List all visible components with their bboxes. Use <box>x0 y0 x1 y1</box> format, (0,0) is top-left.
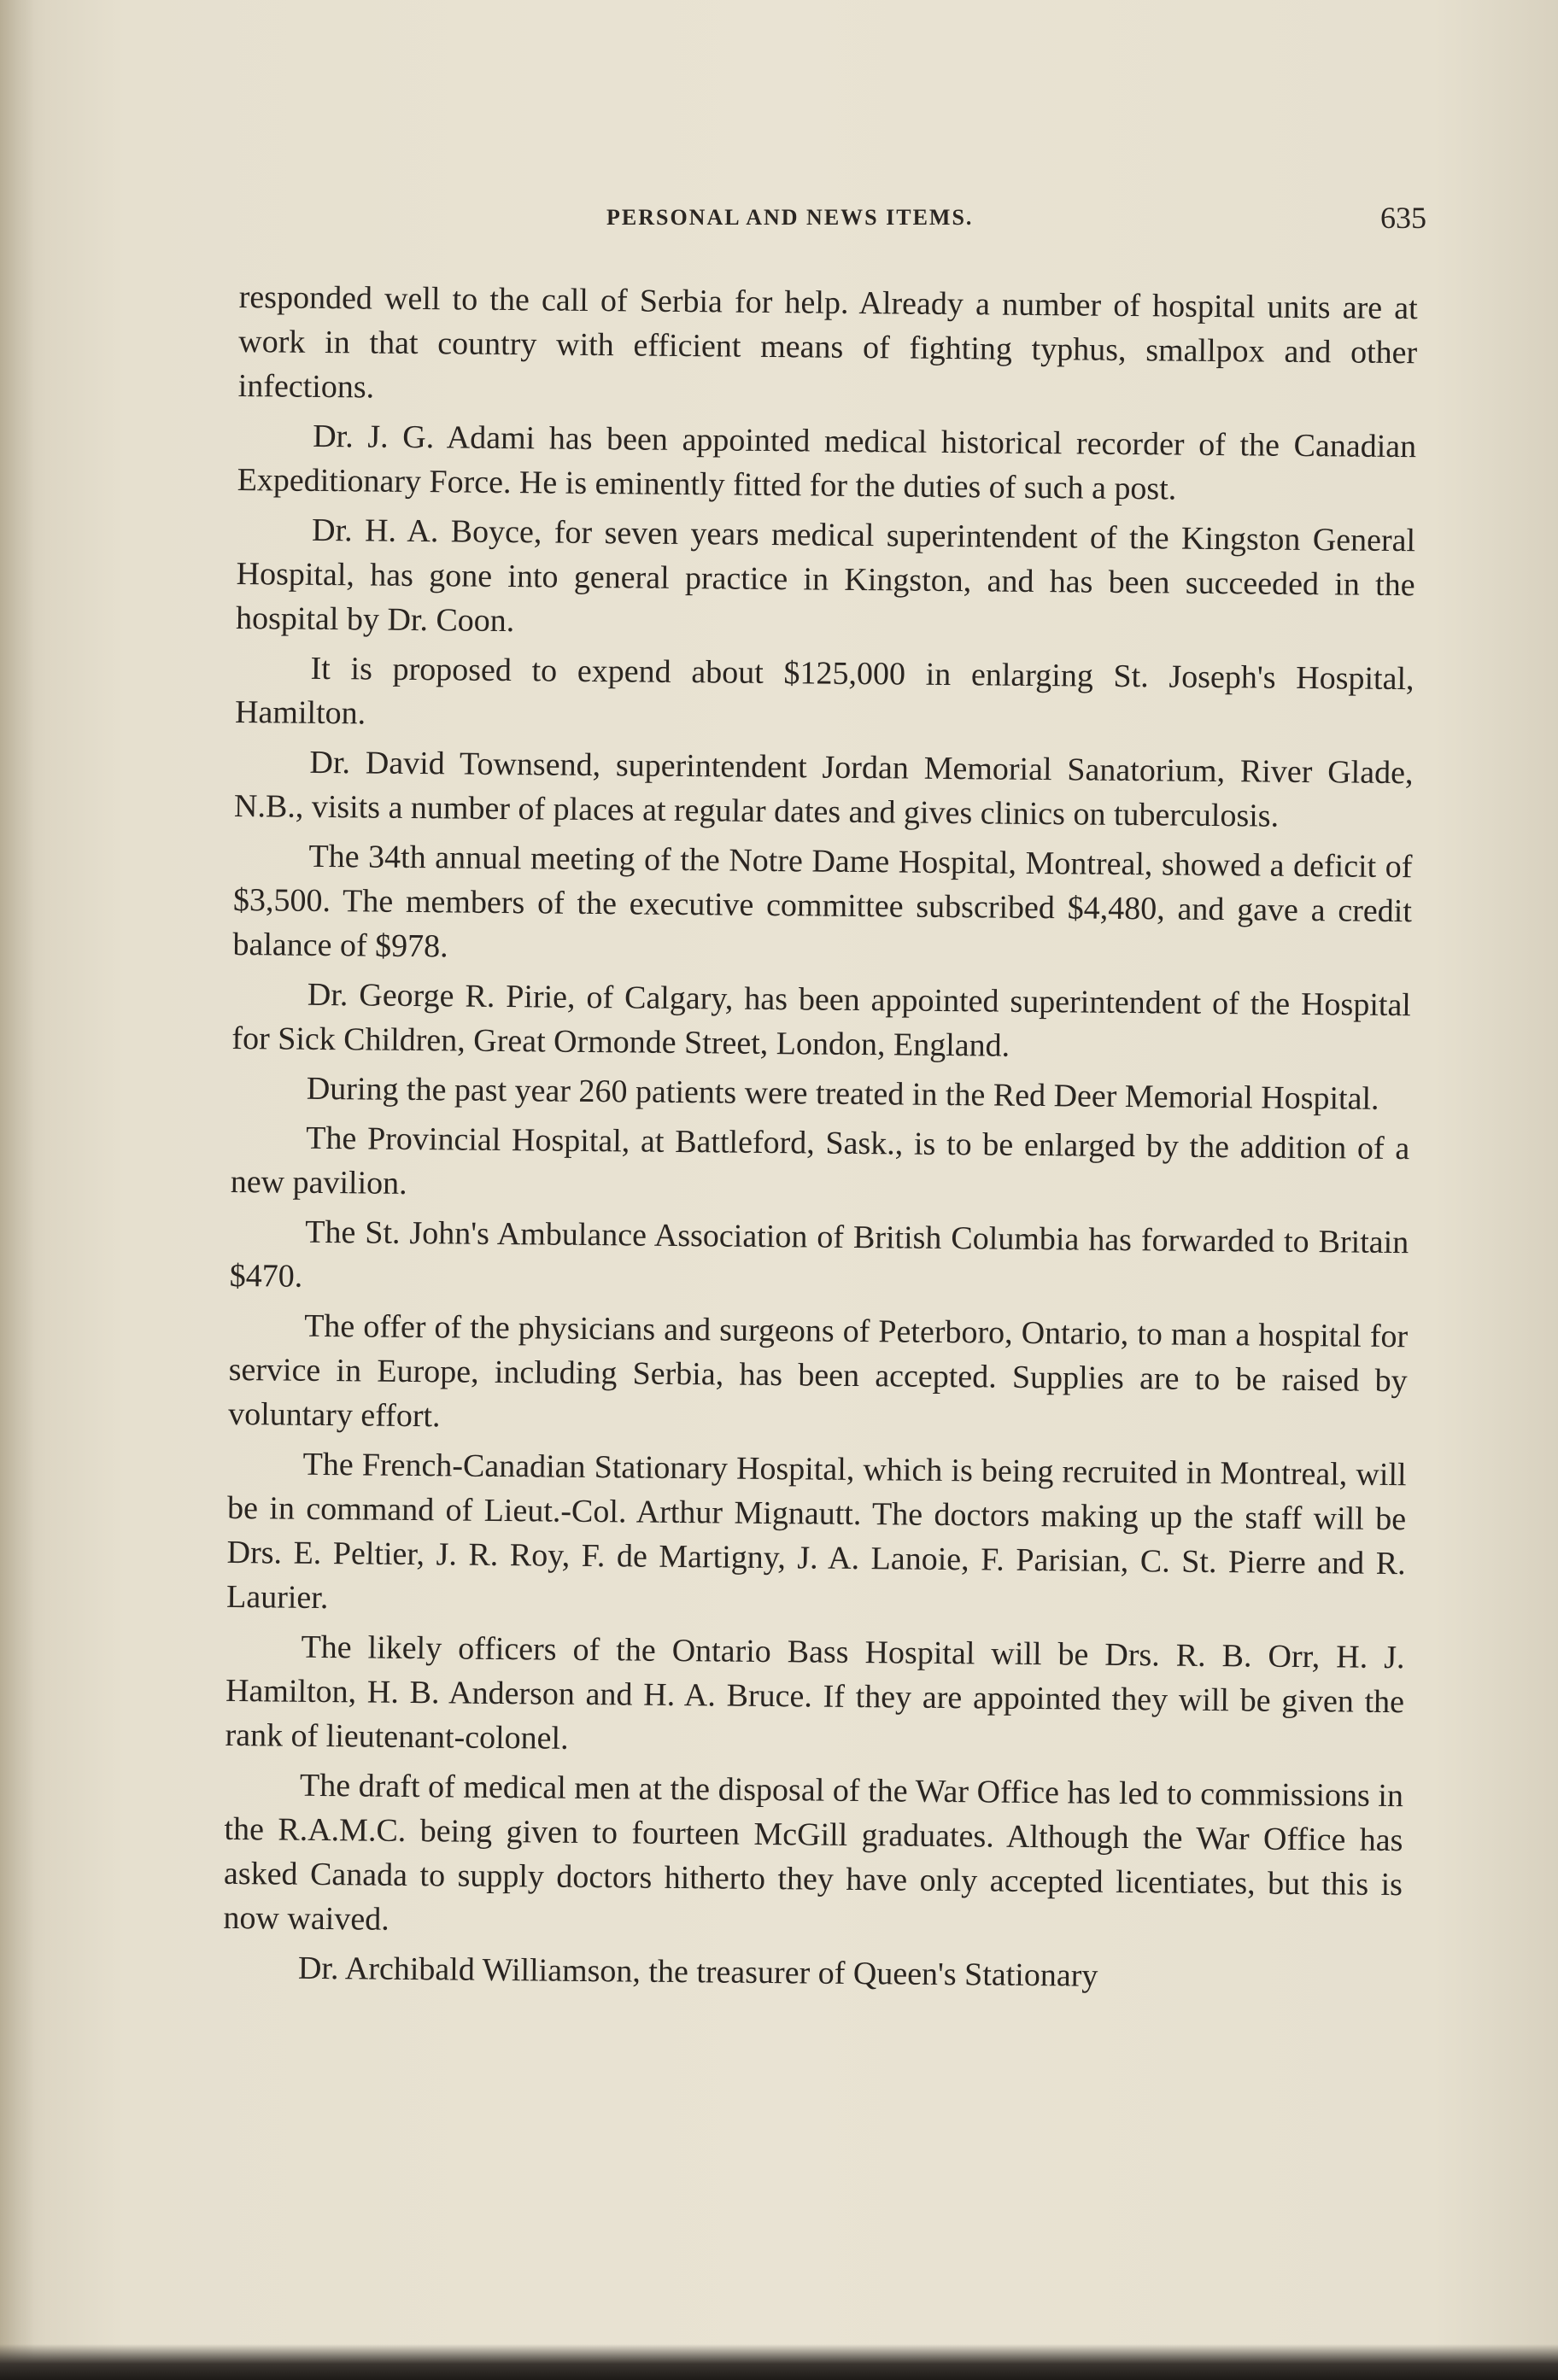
paragraph: It is proposed to expend about $125,000 in enlarging St. Joseph's Hospital, Hamilton. <box>234 650 1414 732</box>
page-number: 635 <box>1380 201 1426 235</box>
paragraph: The St. John's Ambulance Association of British Columbia has forwarded to Britain $470. <box>229 1213 1409 1295</box>
spine-shadow <box>0 0 34 2380</box>
paragraph: Dr. Archibald Williamson, the treasurer of Queen's Stationary <box>297 1950 1098 1994</box>
paragraph: The 34th annual meeting of the Notre Dame Hospital, Montreal, showed a deficit of $3,500. The members of the executive committee subscribed $4,480, and gave a credit balance of $978. <box>232 838 1413 965</box>
body-text <box>223 275 1418 2006</box>
paragraph: Dr. J. G. Adami has been appointed medical historical recorder of the Canadian Expeditionary Force. He is eminently fitted for the duties of such a post. <box>237 418 1417 507</box>
paragraph: Dr. George R. Pirie, of Calgary, has been appointed superintendent of the Hospital for Sick Children, Great Ormonde Street, London, England. <box>231 976 1412 1064</box>
paragraph: During the past year 260 patients were treated in the Red Deer Memorial Hospital. <box>306 1070 1379 1117</box>
paragraph: Dr. H. A. Boyce, for seven years medical superintendent of the Kingston General Hospital, has gone into general practice in Kingston, and has been succeeded in the hospital by Dr. Coon. <box>235 512 1416 640</box>
page-header <box>239 200 1426 243</box>
paragraph: Dr. David Townsend, superintendent Jordan Memorial Sanatorium, River Glade, N.B., visits a number of places at regular dates and gives clinics on tuberculosis. <box>233 744 1414 834</box>
paragraph: responded well to the call of Serbia for help. Already a number of hospital units are at work in that country with efficient means of fighting typhus, smallpox and other infections. <box>237 278 1418 406</box>
paragraph: The French-Canadian Stationary Hospital, which is being recruited in Montreal, will be in command of Lieut.-Col. Arthur Mignautt. The doctors making up the staff will be Drs. E. Peltier, J. R. Roy, F. de Martigny, J. A. Lanoie, F. Parisian, C. St. Pierre and R. Laurier. <box>226 1446 1407 1617</box>
page-bottom-edge <box>0 2344 1558 2380</box>
running-head: PERSONAL AND NEWS ITEMS. <box>606 205 974 230</box>
paragraph: The Provincial Hospital, at Battleford, Sask., is to be enlarged by the addition of a new pavilion. <box>230 1120 1410 1202</box>
paragraph: The draft of medical men at the disposal of the War Office has led to commissions in the R.A.M.C. being given to fourteen McGill graduates. Although the War Office has asked Canada to supply doctors hitherto they have only accepted licentiates, but this is now waived. <box>223 1767 1404 1938</box>
paragraph: The likely officers of the Ontario Bass Hospital will be Drs. R. B. Orr, H. J. Hamilton, H. B. Anderson and H. A. Bruce. If they are appointed they will be given the rank of lieutenant-colonel. <box>225 1629 1405 1757</box>
paragraph: The offer of the physicians and surgeons of Peterboro, Ontario, to man a hospital for service in Europe, including Serbia, has been accepted. Supplies are to be raised by voluntary effort. <box>227 1307 1409 1435</box>
